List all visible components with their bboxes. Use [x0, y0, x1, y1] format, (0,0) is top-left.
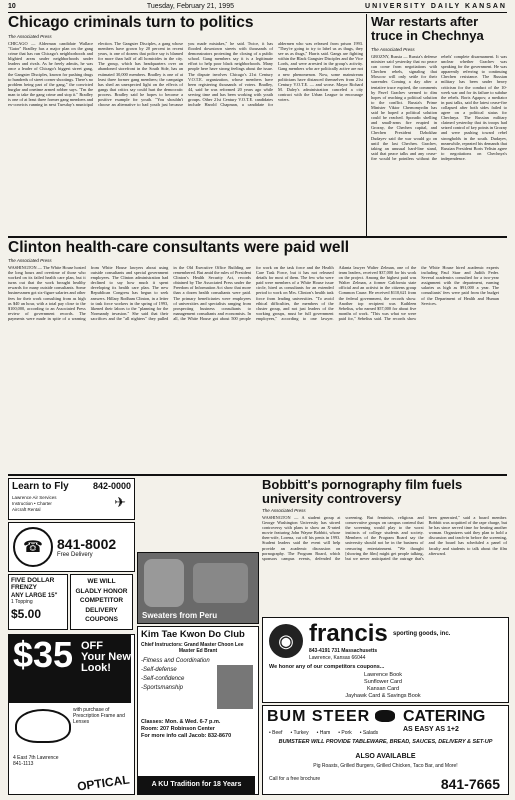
taekwondo-room: Room: 207 Robinson Center: [141, 726, 215, 732]
francis-ad[interactable]: [262, 617, 509, 703]
optical-name: OPTICAL: [76, 772, 131, 794]
pizza-phone-number: 841-8002: [57, 536, 117, 552]
column-divider: [366, 14, 367, 236]
francis-item: Jayhawk Card & Savings Book: [345, 693, 421, 699]
bumsteer-call: Call for a free brochure: [269, 776, 321, 782]
francis-item: Kansan Card: [366, 686, 400, 692]
francis-city: Lawrence, Kansas 66044: [309, 655, 366, 661]
bumsteer-also: ALSO AVAILABLE: [355, 753, 416, 760]
bumsteer-item: • Pork: [338, 730, 352, 736]
optical-line: Look!: [81, 662, 111, 674]
francis-item: Sunflower Card: [364, 679, 402, 685]
francis-name: francis: [309, 620, 388, 647]
taekwondo-classes: Classes: Mon. & Wed. 6-7 p.m.: [141, 719, 221, 725]
story-bobbitt-headline: Bobbitt's pornography film fuels university controversy: [262, 477, 463, 506]
learn-to-fly-ad[interactable]: [8, 478, 135, 520]
bumsteer-ad[interactable]: [262, 705, 509, 795]
taekwondo-bullet: -Fitness and Coordination: [141, 658, 210, 664]
martial-artist-image: [217, 665, 253, 709]
francis-item: Lawrence Book: [364, 672, 402, 678]
bumsteer-logo: BUM STEER: [267, 708, 371, 725]
francis-address: 843-4191 731 Massachusetts: [309, 648, 378, 654]
bumsteer-quote: BUMSTEER WILL PROVIDE TABLEWARE, BREAD, SAUCES, DELIVERY & SET-UP: [278, 739, 493, 745]
coupon-line: COMPETITOR: [79, 597, 124, 604]
section-rule-2: [8, 474, 507, 476]
issue-date: Tuesday, February 21, 1995: [146, 2, 234, 10]
optical-line: Your New: [81, 651, 131, 663]
ad-line: Instruction • Charter: [12, 501, 52, 506]
pizza-phone-ad[interactable]: [8, 522, 135, 572]
coupon-ad[interactable]: [70, 574, 133, 630]
five-dollar-price: $5.00: [11, 607, 42, 621]
optical-line: OFF: [81, 640, 103, 652]
ad-line: Aircraft Rental: [12, 507, 41, 512]
sweaters-ad[interactable]: [137, 552, 259, 624]
taekwondo-bullet: -Sportsmanship: [141, 685, 184, 691]
taekwondo-bullet: -Self-defense: [141, 667, 177, 673]
five-dollar-line3: 1 Topping: [11, 599, 33, 605]
five-dollar-ad[interactable]: [8, 574, 68, 630]
page-number: 10: [8, 2, 16, 10]
newspaper-name: UNIVERSITY DAILY KANSAN: [365, 2, 507, 10]
story-health-body: WASHINGTON — The White House hosted the long hours and overtime of those who worked on its failed health care plan, but it turns out that the work brought healthy rewards for many outside consultants. Some businessmen got six-figure salaries and other fees for their work consulting from as high as $40 an hour, with a total pay close to the $100,000, according to an Associated Press review of government records. The payments were made in spite of a warning from White House lawyers about using outside consultants and special government employees. The Clinton administration had declined to say how much it spent developing its health care plan. The new Republican Congress has begun to seek answers. Hillary Rodham Clinton, in a letter to task force workers in the spring of 1993, likened their labors to the "planning for the Normandy invasion." She said that their sacrifices and the "all nighters" they pulled in the Old Executive Office Building are remembered. But amid the rules of President Clinton's Health Security Act, records obtained by The Associated Press under the Freedom of Information Act show that more than a dozen health consultants were paid. The primary beneficiaries were employees of universities and specialists ranging from prospecting business consultants to management consultants and economists. In all, the White House got about 500 people for work on the task force and the Health Care Task Force, but it has not released details for most of them. The few who were paid were members of a White House issue circle, hired as consultants for an extended period to work on Mrs. Clinton's health task force from leading universities. "To avoid ethical difficulties, the members of the cluster group, and not just leaders of the working groups, must be full government employees," according to one lawyer. Atlanta lawyer Walter Zelman, one of the team leaders, received $37,000 for his work on the project. Among the highest paid was Walter Zelman, a former California state official and an activist in the citizens group Common Cause. He received $110,621 from the federal government, the records show. Another top recipient was Kathleen Sebelius, who earned $57,000 for about five months of work. "This was what we were paid for," Sebelius said. The records show the White House hired academic experts including Paul Starr and Judith Feder. Several academics consulted for a two-year assignment with the department, earning salaries as high as $91,000 a year. The consultants' fees were paid from the budget of the Department of Health and Human Services.: [8, 265, 499, 321]
bumsteer-item: • Ham: [316, 730, 331, 736]
bumsteer-item: • Beef: [269, 730, 283, 736]
taekwondo-title: Kim Tae Kwon Do Club: [141, 629, 245, 640]
bumsteer-tagline: AS EASY AS 1+2: [403, 726, 459, 733]
phone-icon: ☎: [13, 527, 53, 567]
story-health-headline: Clinton health-care consultants were paid well: [8, 239, 350, 256]
coupon-line: WE WILL: [87, 578, 116, 585]
taekwondo-credit: A KU Tradition for 18 Years: [138, 776, 255, 794]
taekwondo-ad[interactable]: [137, 626, 259, 795]
steer-icon: [375, 710, 395, 722]
sports-ball-icon: ◉: [269, 624, 303, 658]
taekwondo-sub2: Master Ed Brant: [178, 648, 218, 654]
story-health-byline: The Associated Press: [8, 258, 52, 263]
pizza-phone-sub: Free Delivery: [57, 552, 93, 558]
five-dollar-line1: FIVE DOLLAR FRENZY: [11, 577, 55, 591]
learn-to-fly-title: Learn to Fly: [12, 481, 69, 492]
five-dollar-line2: ANY LARGE 15": [11, 593, 58, 599]
story-chicago-byline: The Associated Press: [8, 34, 52, 39]
bumsteer-item: • Salads: [359, 730, 379, 736]
story-chicago-body: CHICAGO — Alderman candidate Wallace "Gator" Bradley has a major plan on the gang crime that has run Chicago's neighborhoods and blighted areas under neighborhoods under leaders and rivals. As he freely admits, he was once a leader of Chicago's biggest street gang, the Gangster Disciples, known for pushing drugs to hundreds of street corner shootings. There's no problem being part of the gang," the convicted burglar and onetime armed robber says. "I'm the man to take the gang crime and stop it." Bradley is one of at least three former gang members and ex-convicts running in next Tuesday's municipal election. The Gangster Disciples, a gang whose members have grown by 20 percent in recent years, is one of dozens that police say is blamed for more than half of all homicides in the city. The group, which has headquarters over an abandoned storefront in the South Side, has an estimated 30,000 members. Bradley is one of at least three former gang members; the campaign has shed an unexpected light on the effects of gangs that critics say could hurt the democratic process. Bradley said he hopes to become a positive example for youth. "You shouldn't choose an alternative to bad youth just because you made mistakes," he said. Twice, it has flooded downtown streets with thousands of demonstrators protesting the closing of a public school. Gang members say it is a legitimate effort to help poor black neighborhoods. Many people here have strong feelings about the issue. The dispute involves Chicago's 21st Century V.O.T.E. organization, whose members have been registering thousands of voters. Bradley, 44, said he was reformed 20 years ago while serving time and has been working with youth groups. Other 21st Century V.O.T.E. candidates include Harold Chapman, a candidate for aldermen who was released from prison 1993. "They're going to try to label us as thugs, they see us as thugs," Harris said. Gangs are fighting within the Black Gangster Disciples and the Vice Lords, and were arrested in the group's activity. Gang members who are politically active are not a new phenomenon. Now, some mainstream politicians have distanced themselves from 21st Century V.O.T.E. — and worse. Mayor Richard M. Daley's administration canceled a city contract with the Urban League to encourage voters.: [8, 41, 363, 108]
bumsteer-item: • Turkey: [290, 730, 309, 736]
story-chechnya-byline: The Associated Press: [371, 47, 415, 52]
optical-address: 4 East 7th Lawrence: [13, 755, 59, 761]
taekwondo-sub1: Chief Instructors: Grand Master Choon Lee: [141, 642, 244, 648]
bumsteer-title: CATERING: [403, 708, 486, 725]
airplane-icon: ✈: [114, 496, 126, 511]
bumsteer-phone: 841-7665: [440, 776, 500, 792]
story-chicago-headline: Chicago criminals turn to politics: [8, 14, 254, 31]
ad-line: Lawrence Air Services: [12, 495, 57, 500]
sweater-image: [144, 559, 184, 607]
sweaters-text: Sweaters from Peru: [142, 611, 218, 620]
coupon-line: COUPONS: [85, 616, 118, 623]
story-chechnya-body: GROZNY, Russia — Russia's defense minister said yesterday that no peace can come from negotiations with Chechen rebels, signaling that Moscow will only settle for their surrender. Coming a day after a tentative truce expired, the comments by Pavel Grachev seemed to dim hopes of reaching a political solution to the conflict. Russia's Prime Minister Viktor Chernomyrdin has said he hoped a political solution could be reached. Sporadic shelling and small-arms fire erupted in Grozny, the Chechen capital, and Chechen President Dzhokhar Dudayev said the war would go on until the last Chechen. Grachev, taking an unusual hard-line stand, said that peace talks and any cease-fire would be pointless without the rebels' complete disarmament. It was unclear whether Grachev was speaking for the government. He was apparently referring to continuing Chechen resistance. The Russian military has been under heavy criticism for the conduct of the 10-week war and for its failure to subdue the rebels. Boris Agapov, a mediator in past talks, said the latest cease-fire collapsed after both sides failed to agree on a political status for Chechnya. The Russian military claimed yesterday that its troops had seized control of key points in Grozny and were pushing toward rebel strongholds in the south. Dudayev, meanwhile, repeated his demands that Russian President Boris Yeltsin agree to negotiations on Chechnya's independence.: [371, 54, 507, 161]
story-chechnya-headline: War restarts after truce in Chechnya: [371, 14, 484, 43]
optical-phone: 841-1113: [13, 761, 34, 767]
taekwondo-bullet: -Self-confidence: [141, 676, 185, 682]
optical-ad[interactable]: [8, 634, 135, 795]
story-bobbitt-byline: The Associated Press: [262, 508, 306, 513]
masthead: [8, 0, 507, 13]
bumsteer-also-items: Pig Roasts, Grilled Burgers, Grilled Chicken, Taco Bar, and More!: [313, 763, 458, 769]
coupon-line: GLADLY HONOR: [75, 587, 128, 595]
optical-price: $35: [13, 634, 74, 675]
francis-sub: sporting goods, inc.: [393, 631, 451, 637]
francis-tagline: We honor any of our competitors coupons...: [269, 664, 385, 670]
eyeglasses-icon: [15, 709, 71, 743]
taekwondo-info: For more info call Jacob: 832-8670: [141, 733, 232, 739]
coupon-line: DELIVERY: [85, 606, 118, 614]
optical-details: with purchase of Prescription Frame and Lenses: [73, 707, 125, 725]
story-bobbitt-body: WASHINGTON — A student group at George Washington University has stirred controversy with plans to show an X-rated movie featuring John Wayne Bobbitt, whose then-wife, Lorena, cut off his penis in 1993. Student leaders said the event will help provide an academic discussion on pornography. The Program Board, which sponsors campus events, defended the screening. But feminists, religious and conservative groups on campus contend that the screening would play to the worst instincts of college students and society. Members of the Program Board say the university should not be in the business of censoring entertainment. "We thought [showing the film] might get people talking, but we never anticipated the outrage that's been generated," said a board member. Bobbitt was acquitted of the rape charge, but he has since served time for beating another woman. Organizers said they plan to hold a discussion and teach-in before the screening, and the board has scheduled a panel of faculty and students to talk about the film afterward.: [262, 515, 507, 561]
section-rule: [8, 236, 507, 238]
sweater-image: [193, 563, 248, 603]
learn-to-fly-phone: 842-0000: [92, 481, 131, 491]
